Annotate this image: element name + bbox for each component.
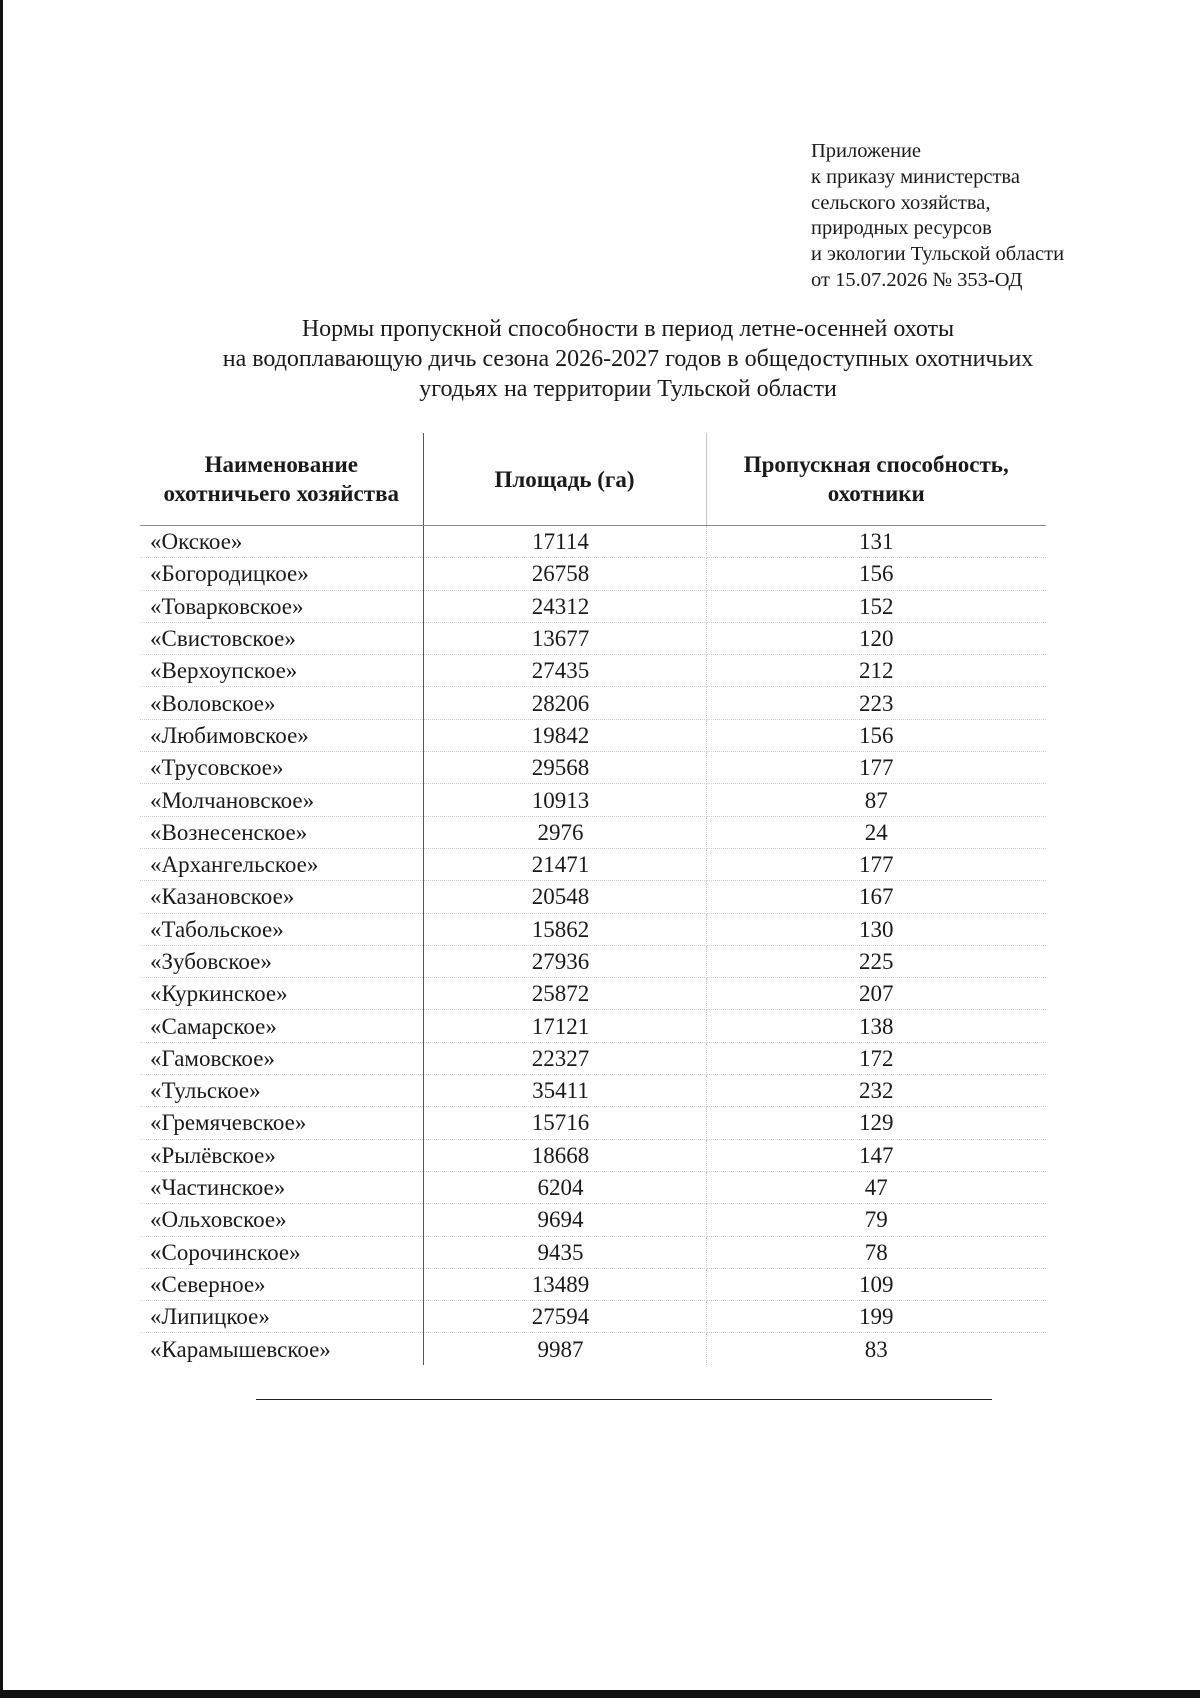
cell-name: «Архангельское» [140, 848, 423, 880]
cell-name: «Сорочинское» [140, 1236, 423, 1268]
cell-area: 24312 [423, 590, 706, 622]
table-row [140, 719, 1046, 751]
appendix-line: сельского хозяйства, [811, 191, 991, 214]
cell-capacity: 199 [706, 1301, 1046, 1333]
table-row [140, 1236, 1046, 1268]
title-line: на водоплавающую дичь сезона 2026-2027 годов в общедоступных охотничьих [222, 346, 1034, 372]
closing-rule [256, 1399, 992, 1400]
cell-name: «Свистовское» [140, 622, 423, 654]
cell-capacity: 152 [706, 590, 1046, 622]
table-row [140, 687, 1046, 719]
cell-name: «Товарковское» [140, 590, 423, 622]
scan-bottom-edge [0, 1690, 1200, 1698]
cell-capacity: 212 [706, 655, 1046, 687]
cell-area: 20548 [423, 881, 706, 913]
cell-area: 10913 [423, 784, 706, 816]
table-header-row [140, 433, 1046, 526]
table-row [140, 848, 1046, 880]
cell-area: 9694 [423, 1204, 706, 1236]
cell-area: 35411 [423, 1075, 706, 1107]
table-row [140, 558, 1046, 590]
title-line: Нормы пропускной способности в период летне-осенней охоты [301, 316, 955, 342]
cell-name: «Богородицкое» [140, 558, 423, 590]
appendix-line: к приказу министерства [811, 165, 1020, 188]
cell-area: 27435 [423, 655, 706, 687]
table-row [140, 590, 1046, 622]
cell-area: 22327 [423, 1042, 706, 1074]
cell-capacity: 24 [706, 816, 1046, 848]
cell-area: 2976 [423, 816, 706, 848]
table-row [140, 978, 1046, 1010]
cell-area: 25872 [423, 978, 706, 1010]
appendix-line: от 15.07.2026 № 353-ОД [811, 268, 1023, 291]
table-row [140, 816, 1046, 848]
cell-name: «Ольховское» [140, 1204, 423, 1236]
table-body [140, 526, 1046, 1365]
cell-capacity: 225 [706, 945, 1046, 977]
cell-name: «Казановское» [140, 881, 423, 913]
table-row [140, 1171, 1046, 1203]
appendix-line: Приложение [811, 140, 922, 162]
cell-name: «Вознесенское» [140, 816, 423, 848]
cell-name: «Воловское» [140, 687, 423, 719]
appendix-note [811, 139, 1064, 294]
table-row [140, 784, 1046, 816]
cell-area: 6204 [423, 1171, 706, 1203]
cell-area: 13677 [423, 622, 706, 654]
cell-capacity: 109 [706, 1268, 1046, 1300]
table-row [140, 752, 1046, 784]
cell-name: «Куркинское» [140, 978, 423, 1010]
cell-capacity: 130 [706, 913, 1046, 945]
cell-name: «Частинское» [140, 1171, 423, 1203]
cell-capacity: 131 [706, 526, 1046, 558]
table-row [140, 1075, 1046, 1107]
cell-name: «Гремячевское» [140, 1107, 423, 1139]
cell-name: «Любимовское» [140, 719, 423, 751]
table-row [140, 945, 1046, 977]
cell-name: «Окское» [140, 526, 423, 558]
appendix-line: природных ресурсов [811, 217, 992, 240]
cell-capacity: 167 [706, 881, 1046, 913]
table-row [140, 1333, 1046, 1365]
title-line: угодьях на территории Тульской области [419, 376, 837, 402]
cell-capacity: 223 [706, 687, 1046, 719]
document-title [140, 314, 1116, 404]
table-row [140, 1301, 1046, 1333]
cell-capacity: 177 [706, 848, 1046, 880]
cell-area: 26758 [423, 558, 706, 590]
header-area: Площадь (га) [423, 433, 706, 526]
cell-name: «Рылёвское» [140, 1139, 423, 1171]
appendix-line: и экологии Тульской области [811, 243, 1065, 266]
cell-capacity: 47 [706, 1171, 1046, 1203]
cell-capacity: 120 [706, 622, 1046, 654]
cell-name: «Верхоупское» [140, 655, 423, 687]
header-name: Наименование охотничьего хозяйства [140, 433, 423, 526]
cell-capacity: 232 [706, 1075, 1046, 1107]
table-row [140, 1107, 1046, 1139]
header-capacity: Пропускная способность, охотники [706, 433, 1046, 526]
cell-capacity: 79 [706, 1204, 1046, 1236]
cell-area: 29568 [423, 752, 706, 784]
cell-name: «Молчановское» [140, 784, 423, 816]
cell-name: «Зубовское» [140, 945, 423, 977]
cell-capacity: 78 [706, 1236, 1046, 1268]
table-row [140, 1268, 1046, 1300]
scan-left-edge [0, 0, 3, 1698]
cell-name: «Табольское» [140, 913, 423, 945]
table-row [140, 526, 1046, 558]
cell-name: «Липицкое» [140, 1301, 423, 1333]
capacity-table [140, 433, 1046, 1365]
cell-capacity: 83 [864, 1336, 888, 1362]
cell-area: 13489 [423, 1268, 706, 1300]
cell-area: 15716 [423, 1107, 706, 1139]
cell-capacity: 172 [706, 1042, 1046, 1074]
cell-area: 17121 [423, 1010, 706, 1042]
cell-area: 18668 [423, 1139, 706, 1171]
cell-area: 19842 [423, 719, 706, 751]
cell-name: «Трусовское» [140, 752, 423, 784]
cell-name: «Северное» [140, 1268, 423, 1300]
cell-capacity: 156 [706, 719, 1046, 751]
table-row [140, 913, 1046, 945]
table-row [140, 1204, 1046, 1236]
cell-area: 15862 [423, 913, 706, 945]
table-row [140, 881, 1046, 913]
cell-area: 9435 [423, 1236, 706, 1268]
cell-capacity: 207 [706, 978, 1046, 1010]
table-row [140, 1010, 1046, 1042]
cell-area: 28206 [423, 687, 706, 719]
cell-capacity: 129 [706, 1107, 1046, 1139]
table-row [140, 1042, 1046, 1074]
cell-area: 21471 [423, 848, 706, 880]
cell-area: 27594 [423, 1301, 706, 1333]
table-row [140, 655, 1046, 687]
cell-capacity: 177 [706, 752, 1046, 784]
cell-capacity: 156 [706, 558, 1046, 590]
cell-capacity: 138 [706, 1010, 1046, 1042]
cell-name: «Тульское» [140, 1075, 423, 1107]
cell-name: «Самарское» [140, 1010, 423, 1042]
cell-area: 27936 [423, 945, 706, 977]
cell-area: 9987 [423, 1333, 706, 1365]
cell-name: «Гамовское» [140, 1042, 423, 1074]
table-row [140, 622, 1046, 654]
table-row [140, 1139, 1046, 1171]
cell-capacity: 87 [706, 784, 1046, 816]
cell-capacity: 147 [706, 1139, 1046, 1171]
cell-name: «Карамышевское» [140, 1333, 423, 1365]
cell-area: 17114 [423, 526, 706, 558]
